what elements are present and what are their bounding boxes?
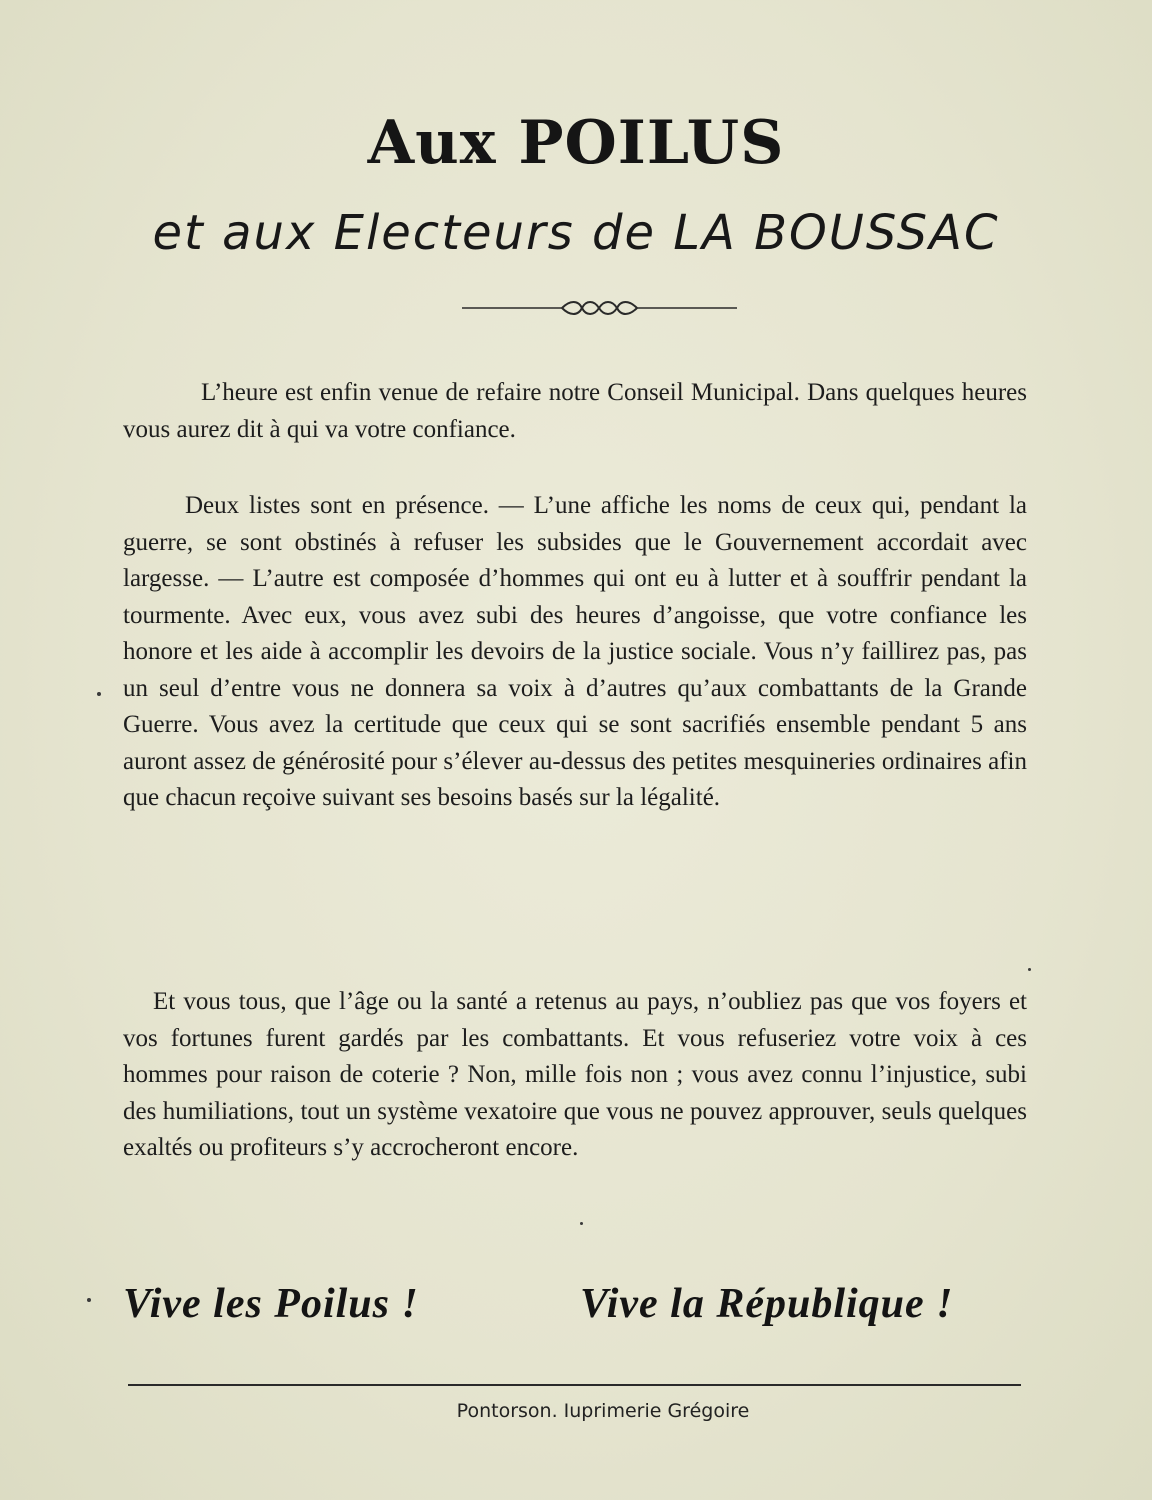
paper-speck: [1028, 968, 1031, 971]
paper-speck: [97, 692, 101, 696]
paragraph-3: Et vous tous, que l’âge ou la santé a retenus au pays, n’oubliez pas que vos foyers et vos fortunes furent gardés par les combattants. Et vous refuseriez votre voix à ces hommes pour raison de coterie ? Non, mille fois non ; vous avez connu l’injustice, subi des humiliations, tout un système vexatoire que vous ne pouvez approuver, seuls quelques exaltés ou profiteurs s’y accrocheront encore.: [123, 988, 1027, 1161]
leaflet-subtitle: et aux Electeurs de LA BOUSSAC: [152, 205, 1000, 261]
footer-rule: [128, 1384, 1021, 1386]
closing-vive-la-republique: Vive la République !: [580, 1281, 954, 1327]
ornament-divider: [462, 298, 737, 318]
paper-speck: [580, 1222, 583, 1225]
leaflet-title: Aux POILUS: [367, 108, 785, 178]
paragraph-1: L’heure est enfin venue de refaire notre Conseil Municipal. Dans quelques heures vous aurez dit à qui va votre confiance.: [123, 379, 1027, 443]
paper-speck: [87, 1298, 91, 1302]
paragraph-2: Deux listes sont en présence. — L’une affiche les noms de ceux qui, pendant la guerre, se sont obstinés à refuser les subsides que le Gouvernement accordait avec largesse. — L’autre est composée d’hommes qui ont eu à lutter et à souffrir pendant la tourmente. Avec eux, vous avez subi des heures d’angoisse, que votre confiance les honore et les aide à accomplir les devoirs de la justice sociale. Vous n’y faillirez pas, pas un seul d’entre vous ne donnera sa voix à d’autres qu’aux combattants de la Grande Guerre. Vous avez la certitude que ceux qui se sont sacrifiés ensemble pendant 5 ans auront assez de générosité pour s’élever au-dessus des petites mesquineries ordinaires afin que chacun reçoive suivant ses besoins basés sur la légalité.: [123, 492, 1027, 811]
closing-vive-les-poilus: Vive les Poilus !: [123, 1281, 419, 1327]
printer-imprint: Pontorson. Iuprimerie Grégoire: [456, 1400, 750, 1422]
